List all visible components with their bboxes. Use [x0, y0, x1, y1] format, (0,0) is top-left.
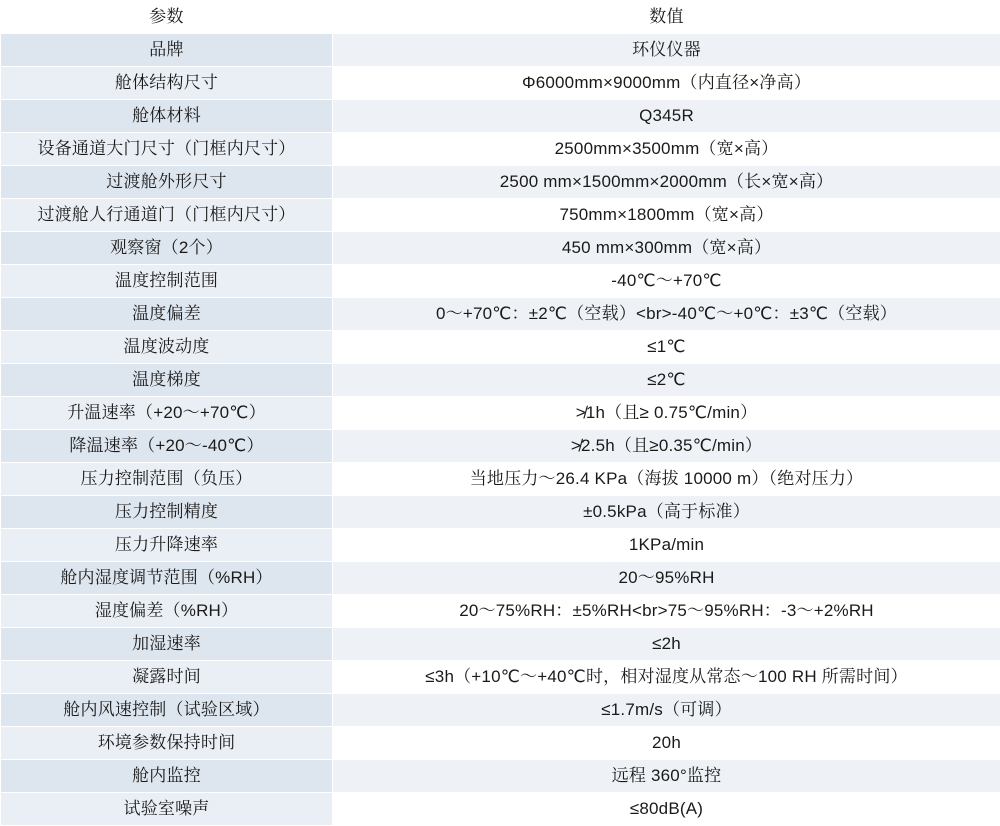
value-cell: 20～95%RH — [333, 562, 1000, 595]
param-cell: 温度梯度 — [1, 364, 333, 397]
table-row — [1, 133, 1000, 166]
value-cell: ≤1℃ — [333, 331, 1000, 364]
param-cell: 加湿速率 — [1, 628, 333, 661]
param-cell: 过渡舱外形尺寸 — [1, 166, 333, 199]
value-cell: ≤2℃ — [333, 364, 1000, 397]
param-cell: 压力控制范围（负压） — [1, 463, 333, 496]
param-cell: 观察窗（2个） — [1, 232, 333, 265]
param-cell: 舱体材料 — [1, 100, 333, 133]
value-cell: ≯2.5h（且≥0.35℃/min） — [333, 430, 1000, 463]
table-header-row — [1, 1, 1000, 34]
param-cell: 舱内湿度调节范围（%RH） — [1, 562, 333, 595]
table-row — [1, 67, 1000, 100]
value-cell: ≤1.7m/s（可调） — [333, 694, 1000, 727]
table-row — [1, 793, 1000, 826]
param-cell: 温度控制范围 — [1, 265, 333, 298]
value-cell: -40℃～+70℃ — [333, 265, 1000, 298]
param-cell: 压力控制精度 — [1, 496, 333, 529]
param-cell: 品牌 — [1, 34, 333, 67]
table-row — [1, 661, 1000, 694]
param-cell: 升温速率（+20～+70℃） — [1, 397, 333, 430]
table-row — [1, 595, 1000, 628]
value-cell: 0～+70℃：±2℃（空载）<br>-40℃～+0℃：±3℃（空载） — [333, 298, 1000, 331]
table-row — [1, 199, 1000, 232]
table-row — [1, 529, 1000, 562]
value-cell: 20h — [333, 727, 1000, 760]
value-cell: ≤80dB(A) — [333, 793, 1000, 826]
param-cell: 舱内监控 — [1, 760, 333, 793]
table-row — [1, 265, 1000, 298]
param-cell: 温度偏差 — [1, 298, 333, 331]
param-cell: 设备通道大门尺寸（门框内尺寸） — [1, 133, 333, 166]
table-row — [1, 496, 1000, 529]
table-row — [1, 727, 1000, 760]
column-header-value: 数值 — [333, 1, 1000, 34]
value-cell: ≯1h（且≥ 0.75℃/min） — [333, 397, 1000, 430]
param-cell: 环境参数保持时间 — [1, 727, 333, 760]
table-row — [1, 397, 1000, 430]
table-row — [1, 166, 1000, 199]
param-cell: 压力升降速率 — [1, 529, 333, 562]
param-cell: 降温速率（+20～-40℃） — [1, 430, 333, 463]
value-cell: 20～75%RH：±5%RH<br>75～95%RH：-3～+2%RH — [333, 595, 1000, 628]
param-cell: 过渡舱人行通道门（门框内尺寸） — [1, 199, 333, 232]
table-row — [1, 331, 1000, 364]
table-row — [1, 298, 1000, 331]
value-cell: Q345R — [333, 100, 1000, 133]
value-cell: 1KPa/min — [333, 529, 1000, 562]
value-cell: 远程 360°监控 — [333, 760, 1000, 793]
table-row — [1, 364, 1000, 397]
value-cell: 环仪仪器 — [333, 34, 1000, 67]
param-cell: 试验室噪声 — [1, 793, 333, 826]
value-cell: 2500mm×3500mm（宽×高） — [333, 133, 1000, 166]
table-row — [1, 628, 1000, 661]
table-row — [1, 34, 1000, 67]
column-header-param: 参数 — [1, 1, 333, 34]
table-body — [1, 1, 1000, 826]
table-row — [1, 760, 1000, 793]
value-cell: ±0.5kPa（高于标准） — [333, 496, 1000, 529]
param-cell: 凝露时间 — [1, 661, 333, 694]
table-row — [1, 694, 1000, 727]
table-row — [1, 232, 1000, 265]
param-cell: 湿度偏差（%RH） — [1, 595, 333, 628]
table-row — [1, 562, 1000, 595]
table-row — [1, 463, 1000, 496]
value-cell: 450 mm×300mm（宽×高） — [333, 232, 1000, 265]
table-row — [1, 100, 1000, 133]
value-cell: 当地压力～26.4 KPa（海拔 10000 m）（绝对压力） — [333, 463, 1000, 496]
value-cell: 2500 mm×1500mm×2000mm（长×宽×高） — [333, 166, 1000, 199]
value-cell: ≤3h（+10℃～+40℃时，相对湿度从常态～100 RH 所需时间） — [333, 661, 1000, 694]
table-row — [1, 430, 1000, 463]
value-cell: 750mm×1800mm（宽×高） — [333, 199, 1000, 232]
param-cell: 舱内风速控制（试验区域） — [1, 694, 333, 727]
param-cell: 舱体结构尺寸 — [1, 67, 333, 100]
value-cell: Φ6000mm×9000mm（内直径×净高） — [333, 67, 1000, 100]
param-cell: 温度波动度 — [1, 331, 333, 364]
value-cell: ≤2h — [333, 628, 1000, 661]
